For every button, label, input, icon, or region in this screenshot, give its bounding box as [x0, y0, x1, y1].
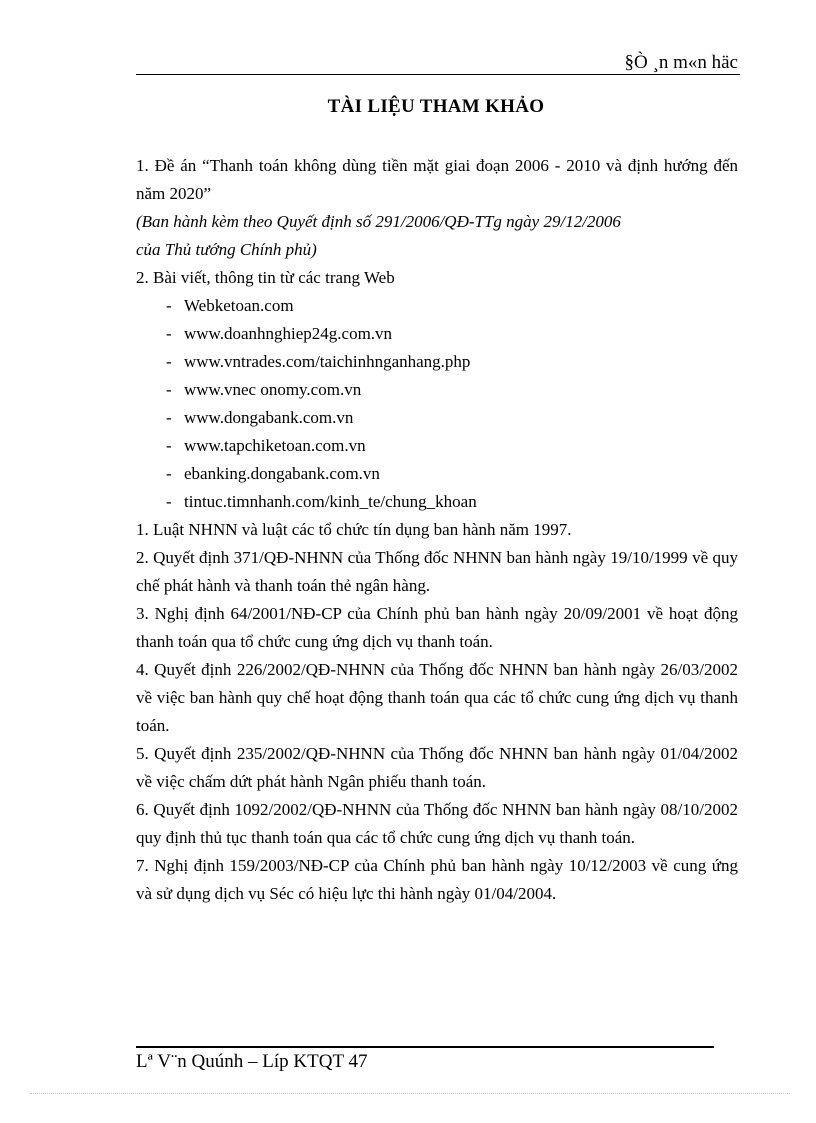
page-footer: Lª V¨n Quúnh – Líp KTQT 47 — [136, 1051, 368, 1072]
document-body — [136, 152, 738, 908]
website-item: - www.vntrades.com/taichinhnganhang.php — [166, 348, 738, 376]
intro-italic-line-2: của Thủ tướng Chính phủ) — [136, 240, 317, 259]
reference-item: 3. Nghị định 64/2001/NĐ-CP của Chính phủ ban hành ngày 20/09/2001 về hoạt động thanh toán qua tổ chức cung ứng dịch vụ thanh toán. — [136, 604, 738, 651]
website-item: - www.doanhnghiep24g.com.vn — [166, 320, 738, 348]
reference-item: 6. Quyết định 1092/2002/QĐ-NHNN của Thống đốc NHNN ban hành ngày 08/10/2002 quy định thủ tục thanh toán qua các tổ chức cung ứng dịch vụ thanh toán. — [136, 800, 738, 847]
website-item: - tintuc.timnhanh.com/kinh_te/chung_khoan — [166, 488, 738, 516]
website-item: - www.tapchiketoan.com.vn — [166, 432, 738, 460]
reference-item: 1. Luật NHNN và luật các tổ chức tín dụng ban hành năm 1997. — [136, 520, 572, 539]
page-bottom-border — [30, 1093, 790, 1094]
intro-item-2: 2. Bài viết, thông tin từ các trang Web — [136, 268, 395, 287]
intro-italic-line-1: (Ban hành kèm theo Quyết định số 291/2006/QĐ-TTg ngày 29/12/2006 — [136, 212, 621, 231]
intro-item-1: 1. Đề án “Thanh toán không dùng tiền mặt giai đoạn 2006 - 2010 và định hướng đến năm 2020” — [136, 156, 738, 203]
reference-item: 5. Quyết định 235/2002/QĐ-NHNN của Thống đốc NHNN ban hành ngày 01/04/2002 về việc chấm dứt phát hành Ngân phiếu thanh toán. — [136, 744, 738, 791]
website-item: - Webketoan.com — [166, 292, 738, 320]
page-header: §Ò ¸n m«n häc — [624, 52, 738, 73]
header-rule — [136, 74, 740, 75]
footer-rule — [136, 1046, 714, 1048]
reference-item: 4. Quyết định 226/2002/QĐ-NHNN của Thống đốc NHNN ban hành ngày 26/03/2002 về việc ban hành quy chế hoạt động thanh toán qua các tổ chức cung ứng dịch vụ thanh toán. — [136, 660, 738, 735]
website-item: - ebanking.dongabank.com.vn — [166, 460, 738, 488]
website-list — [136, 292, 738, 516]
website-item: - www.dongabank.com.vn — [166, 404, 738, 432]
page-title: TÀI LIỆU THAM KHẢO — [327, 96, 545, 117]
reference-item: 7. Nghị định 159/2003/NĐ-CP của Chính phủ ban hành ngày 10/12/2003 về cung ứng và sử dụng dịch vụ Séc có hiệu lực thi hành ngày 01/04/2004. — [136, 856, 738, 903]
reference-item: 2. Quyết định 371/QĐ-NHNN của Thống đốc NHNN ban hành ngày 19/10/1999 về quy chế phát hành và thanh toán thẻ ngân hàng. — [136, 548, 738, 595]
website-item: - www.vnec onomy.com.vn — [166, 376, 738, 404]
